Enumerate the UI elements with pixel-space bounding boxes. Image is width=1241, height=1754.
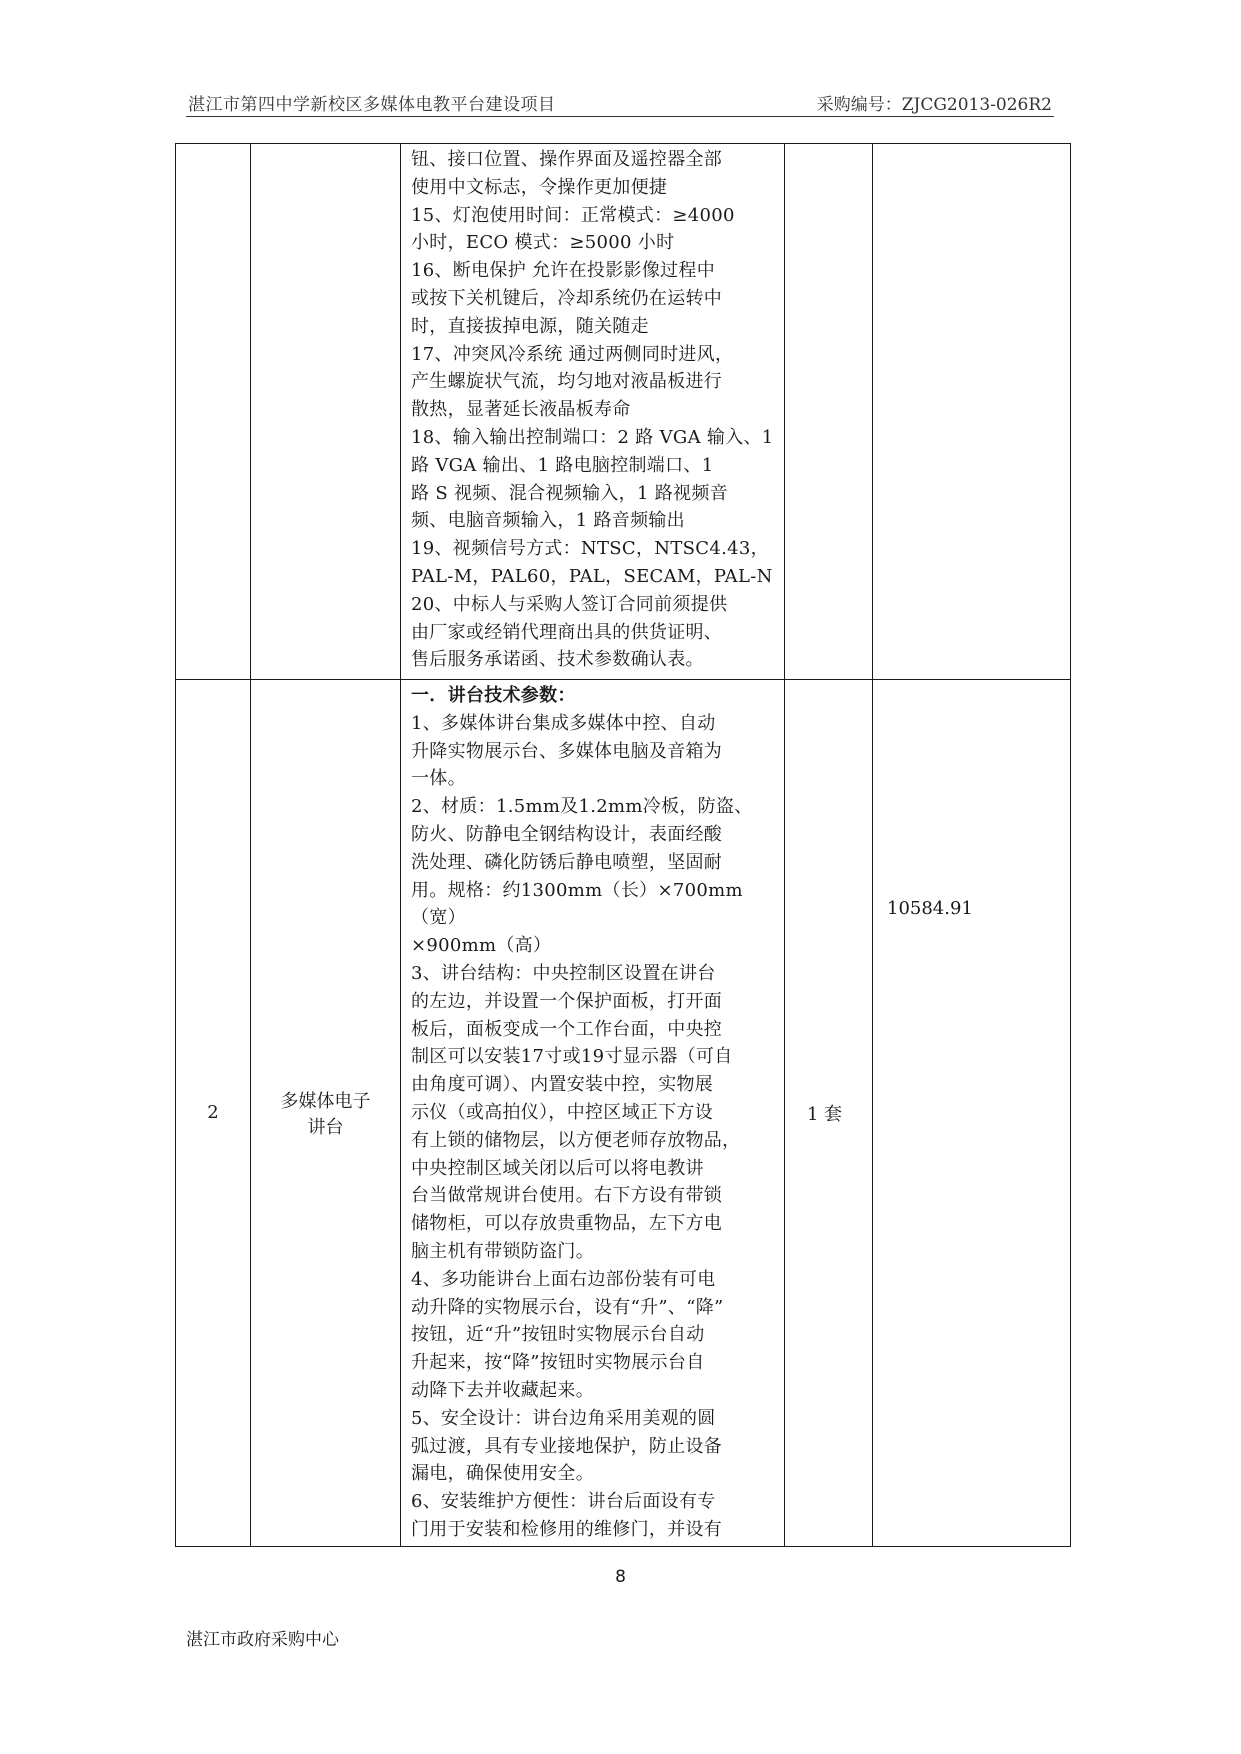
desc-line: 由角度可调）、内置安装中控，实物展 (411, 1074, 714, 1096)
section-heading: 一．讲台技术参数： (411, 685, 576, 706)
page-footer: 湛江市政府采购中心 (186, 1630, 339, 1650)
cell-price (873, 144, 1071, 680)
desc-line: 钮、接口位置、操作界面及遥控器全部 (411, 149, 723, 170)
cell-name (251, 680, 401, 1547)
item-name-line: 多媒体电子 (280, 1090, 371, 1112)
desc-line: 20、中标人与采购人签订合同前须提供 (411, 593, 728, 615)
cell-price (873, 680, 1071, 1547)
desc-line: 用。规格：约1300mm（长）×700mm（宽） (411, 879, 743, 929)
desc-line: 4、多功能讲台上面右边部份装有可电 (411, 1268, 716, 1290)
desc-line: 升降实物展示台、多媒体电脑及音箱为 (411, 740, 723, 762)
desc-line: 制区可以安装17寸或19寸显示器（可自 (411, 1046, 733, 1068)
desc-line: 路 VGA 输出、1 路电脑控制端口、1 (411, 454, 714, 476)
desc-line: 台当做常规讲台使用。右下方设有带锁 (411, 1185, 723, 1207)
desc-line: 洗处理、磷化防锈后静电喷塑，坚固耐 (411, 851, 723, 873)
desc-line: 18、输入输出控制端口：2 路 VGA 输入、1 (411, 426, 774, 448)
cell-qty (785, 144, 873, 680)
desc-line: 2、材质：1.5mm及1.2mm冷板，防盗、 (411, 796, 753, 818)
cell-description (401, 680, 785, 1547)
desc-line: 16、断电保护 允许在投影影像过程中 (411, 260, 716, 282)
page-header (186, 86, 1054, 117)
desc-line: 17、冲突风冷系统 通过两侧同时进风， (411, 343, 734, 365)
desc-line: 有上锁的储物层，以方便老师存放物品， (411, 1129, 741, 1151)
desc-line: 售后服务承诺函、技术参数确认表。 (411, 649, 704, 671)
desc-line: 示仪（或高拍仪），中控区域正下方设 (411, 1101, 714, 1123)
desc-line: 防火、防静电全钢结构设计，表面经酸 (411, 823, 723, 845)
table-row (176, 144, 1071, 680)
desc-line: 3、讲台结构：中央控制区设置在讲台 (411, 962, 716, 984)
desc-line: 15、灯泡使用时间：正常模式：≥4000 (411, 204, 735, 226)
item-price: 10584.91 (887, 898, 973, 920)
desc-line: 按钮，近“升”按钮时实物展示台自动 (411, 1324, 705, 1346)
desc-line: 19、视频信号方式：NTSC，NTSC4.43， (411, 538, 769, 560)
item-quantity: 1 套 (807, 1103, 843, 1125)
desc-line: 时，直接拔掉电源，随关随走 (411, 315, 649, 337)
cell-no (176, 680, 251, 1547)
desc-line: 储物柜，可以存放贵重物品，左下方电 (411, 1213, 723, 1235)
page-number: 8 (615, 1567, 626, 1587)
desc-line: 门用于安装和检修用的维修门，并设有 (411, 1518, 723, 1540)
procurement-number: 采购编号：ZJCG2013-026R2 (816, 95, 1052, 115)
desc-line: 动升降的实物展示台，设有“升”、“降” (411, 1296, 724, 1318)
desc-line: 路 S 视频、混合视频输入，1 路视频音 (411, 482, 728, 504)
desc-line: 升起来，按“降”按钮时实物展示台自 (411, 1352, 705, 1374)
desc-line: 动降下去并收藏起来。 (411, 1379, 594, 1401)
desc-line: 弧过渡，具有专业接地保护，防止设备 (411, 1435, 723, 1457)
desc-line: 漏电，确保使用安全。 (411, 1463, 594, 1485)
desc-line: 小时，ECO 模式：≥5000 小时 (411, 232, 675, 254)
desc-line: 产生螺旋状气流，均匀地对液晶板进行 (411, 371, 723, 393)
desc-line: 散热，显著延长液晶板寿命 (411, 399, 631, 421)
cell-description (401, 144, 785, 680)
desc-line: 使用中文标志，令操作更加便捷 (411, 176, 668, 198)
cell-name (251, 144, 401, 680)
desc-line: ×900mm（高） (411, 935, 552, 957)
desc-line: 板后，面板变成一个工作台面，中央控 (411, 1018, 723, 1040)
cell-no (176, 144, 251, 680)
desc-line: 脑主机有带锁防盗门。 (411, 1240, 594, 1262)
desc-line: 中央控制区域关闭以后可以将电教讲 (411, 1157, 704, 1179)
table-row (176, 680, 1071, 1547)
desc-line: 一体。 (411, 768, 466, 790)
desc-line: 频、电脑音频输入，1 路音频输出 (411, 510, 685, 532)
item-number: 2 (207, 1102, 219, 1124)
desc-line: 6、安装维护方便性：讲台后面设有专 (411, 1491, 716, 1513)
desc-line: 的左边，并设置一个保护面板，打开面 (411, 990, 723, 1012)
desc-line: 1、多媒体讲台集成多媒体中控、自动 (411, 712, 716, 734)
desc-line: 5、安全设计：讲台边角采用美观的圆 (411, 1407, 716, 1429)
desc-line: 或按下关机键后，冷却系统仍在运转中 (411, 287, 723, 309)
desc-line: 由厂家或经销代理商出具的供货证明、 (411, 621, 723, 643)
project-title: 湛江市第四中学新校区多媒体电教平台建设项目 (188, 95, 556, 115)
spec-table (175, 143, 1071, 1547)
cell-qty (785, 680, 873, 1547)
desc-line: PAL-M，PAL60，PAL，SECAM，PAL-N (411, 565, 773, 587)
item-name-line: 讲台 (307, 1116, 344, 1138)
